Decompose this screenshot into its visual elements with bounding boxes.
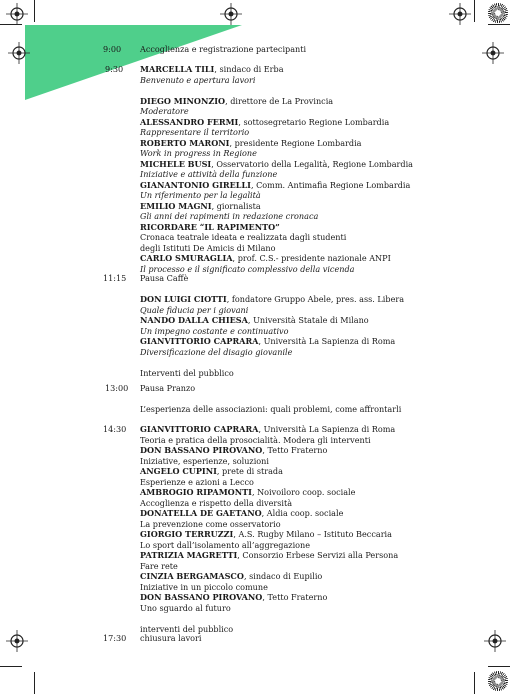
speaker-line [140,336,470,347]
speaker-name: MARCELLA TILI [140,64,215,74]
program-text: Iniziative, esperienze, soluzioni [140,455,269,466]
speaker-name: PATRIZIA MAGRETTI [140,550,238,560]
speaker-affiliation: , sindaco di Erba [214,64,284,74]
speaker-affiliation: , giornalista [211,200,261,211]
program-text: Iniziative in un piccolo comune [140,581,268,592]
speaker-name: DON BASSANO PIROVANO [140,445,263,455]
spacer [140,284,470,295]
crop-mark [34,672,35,694]
speaker-line [140,117,470,128]
crop-mark [488,24,510,25]
speaker-line [140,96,470,107]
talk-title: Work in progress in Regione [140,148,257,158]
speaker-name: ROBERTO MARONI [140,137,230,148]
time-slot: 9:00 [103,44,122,54]
program-text: Interventi del pubblico [140,367,234,378]
block-lines [140,633,470,644]
block-lines [140,64,470,274]
speaker-affiliation: , presidente Regione Lombardia [229,137,362,148]
program-text: La prevenzione come osservatorio [140,518,281,529]
speaker-affiliation: , A.S. Rugby Milano – Istituto Beccaria [233,529,392,539]
speaker-name: DON LUIGI CIOTTI [140,294,227,304]
talk-title: Rappresentare il territorio [140,127,250,137]
talk-title: Un impegno costante e continuativo [140,325,289,336]
speaker-affiliation: , Noivoiloro coop. sociale [251,487,356,497]
time-slot: 13:00 [105,383,129,393]
speaker-name: GIANVITTORIO CAPRARA [140,336,259,346]
registration-mark-icon [220,3,242,25]
program-text: Pausa Pranzo [140,383,196,393]
program-text: L’esperienza delle associazioni: quali problemi, come affrontarli [140,404,402,414]
print-rosette-icon [488,3,508,23]
print-rosette-icon [488,671,508,691]
crop-mark [0,24,22,25]
registration-mark-icon [482,42,504,64]
speaker-line [140,64,470,75]
speaker-name: GIANVITTORIO CAPRARA [140,424,259,434]
speaker-line [140,592,470,603]
program-text: chiusura lavori [140,633,202,643]
speaker-line [140,508,470,519]
speaker-name: GIANANTONIO GIRELLI [140,179,251,190]
speaker-line [140,445,470,456]
program-text: Accoglienza e rispetto della diversità [140,497,293,508]
speaker-affiliation: , direttore de La Provincia [225,95,334,106]
registration-mark-icon [449,3,471,25]
crop-mark [474,0,475,22]
program-text: degli Istituti De Amicis di Milano [140,242,276,253]
speaker-affiliation: , fondatore Gruppo Abele, pres. ass. Libera [226,294,405,304]
speaker-affiliation: , Consorzio Erbese Servizi alla Persona [237,550,399,560]
speaker-line [140,487,470,498]
speaker-line [140,294,470,305]
speaker-line [140,315,470,326]
speaker-affiliation: , Università La Sapienza di Roma [258,424,396,434]
time-slot: 11:15 [103,273,127,283]
speaker-name: AMBROGIO RIPAMONTI [140,487,252,497]
speaker-line [140,201,470,212]
program-text: Fare rete [140,560,178,571]
speaker-line [140,253,470,264]
talk-title: Il processo e il significato complessivo della vicenda [140,263,355,274]
registration-mark-icon [484,630,506,652]
speaker-line [140,571,470,582]
talk-title: Moderatore [140,106,189,116]
time-slot: 14:30 [103,424,127,434]
speaker-affiliation: , Tetto Fraterno [262,445,328,455]
speaker-line [140,424,470,435]
speaker-line [140,180,470,191]
talk-title: Quale fiducia per i giovani [140,304,249,315]
block-lines [140,424,470,634]
crop-mark [34,0,35,22]
speaker-affiliation: , prete di strada [216,466,283,476]
speaker-name: MICHELE BUSI [140,158,212,169]
speaker-affiliation: , Osservatorio della Legalità, Regione Lombardia [211,158,414,169]
crop-mark [474,672,475,694]
program-text: Esperienze e azioni a Lecco [140,476,254,487]
block-lines [140,273,470,378]
speaker-affiliation: , Aldia coop. sociale [261,508,344,518]
speaker-affiliation: , Università Statale di Milano [247,315,369,325]
speaker-affiliation: , Tetto Fraterno [262,592,328,602]
spacer [140,357,470,368]
block-lines [140,44,470,55]
speaker-name: DIEGO MINONZIO [140,95,226,106]
program-text: Accoglienza e registrazione partecipanti [140,44,307,54]
spacer [140,85,470,96]
talk-title: Un riferimento per la legalità [140,190,261,200]
speaker-affiliation: , sindaco di Eupilio [243,571,323,581]
program-text: interventi del pubblico [140,623,234,634]
spacer [140,613,470,624]
time-slot: 17:30 [103,633,127,643]
speaker-line [140,529,470,540]
speaker-name: RICORDARE “IL RAPIMENTO” [140,221,280,232]
speaker-affiliation: , prof. C.S.- presidente nazionale ANPI [232,253,391,263]
speaker-affiliation: , sottosegretario Regione Lombardia [238,116,390,127]
spacer [140,394,470,405]
program-text: Pausa Caffè [140,273,189,283]
speaker-affiliation: , Università La Sapienza di Roma [258,336,396,346]
registration-mark-icon [6,630,28,652]
speaker-name: NANDO DALLA CHIESA [140,315,248,325]
crop-mark [0,666,22,667]
speaker-affiliation: , Comm. Antimafia Regione Lombardia [250,179,411,190]
registration-mark-icon [6,3,28,25]
speaker-name: DONATELLA DE GAETANO [140,508,262,518]
speaker-name: GIORGIO TERRUZZI [140,529,234,539]
speaker-line [140,159,470,170]
speaker-line [140,466,470,477]
talk-title: Iniziative e attività della funzione [140,169,278,179]
talk-title: Benvenuto e apertura lavori [140,74,256,85]
crop-mark [488,666,510,667]
program-text: Teoria e pratica della prosocialità. Modera gli interventi [140,434,371,445]
talk-title: Diversificazione del disagio giovanile [140,346,293,357]
speaker-name: DON BASSANO PIROVANO [140,592,263,602]
program-text: Lo sport dall’isolamento all’aggregazione [140,539,311,550]
speaker-name: CARLO SMURAGLIA [140,253,233,263]
speaker-name: ANGELO CUPINI [140,466,217,476]
registration-mark-icon [8,42,30,64]
program-text: Uno sguardo al futuro [140,602,231,613]
time-slot: 9:30 [105,64,124,74]
program-text: Cronaca teatrale ideata e realizzata dagli studenti [140,232,347,242]
block-lines [140,383,470,415]
speaker-line [140,550,470,561]
speaker-name: EMILIO MAGNI [140,200,212,211]
speaker-name: ALESSANDRO FERMI [140,116,239,127]
speaker-line [140,222,470,233]
speaker-line [140,138,470,149]
speaker-name: CINZIA BERGAMASCO [140,571,244,581]
talk-title: Gli anni dei rapimenti in redazione cronaca [140,211,319,221]
